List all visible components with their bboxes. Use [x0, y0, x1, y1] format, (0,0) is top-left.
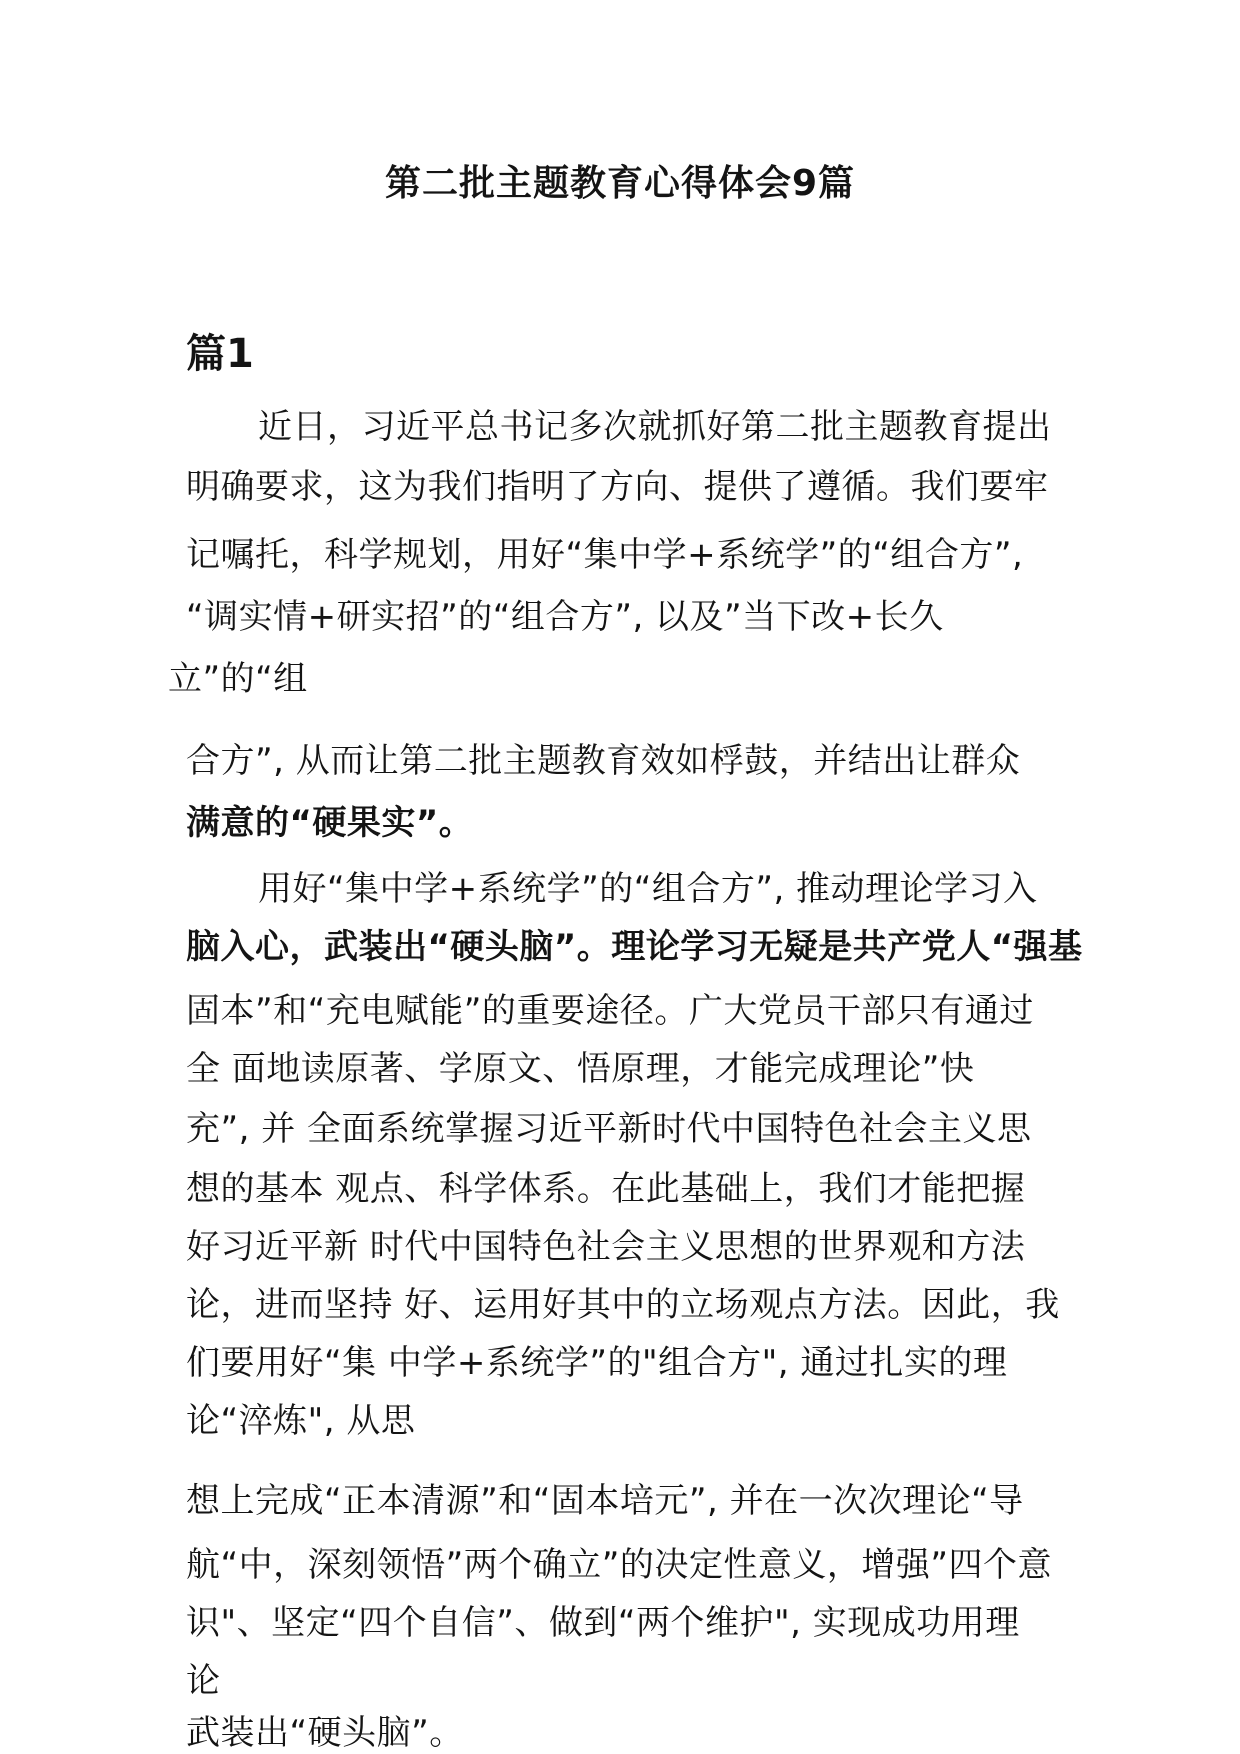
document-title: 第二批主题教育心得体会9篇 [384, 163, 856, 204]
paragraph-line: 固本”和“充电赋能”的重要途径。广大党员干部只有通过 [186, 991, 1034, 1031]
paragraph-line: 论“淬炼", 从思 [186, 1401, 416, 1441]
paragraph-line: 记嘱托，科学规划，用好“集中学+系统学”的“组合方”, [186, 535, 1024, 575]
paragraph-line: 好习近平新 时代中国特色社会主义思想的世界观和方法 [186, 1227, 1026, 1267]
paragraph-line: 们要用好“集 中学+系统学”的"组合方", 通过扎实的理 [186, 1343, 1008, 1383]
paragraph-line: 全 面地读原著、学原文、悟原理，才能完成理论”快 [186, 1049, 975, 1089]
paragraph-line: 论 [186, 1661, 221, 1701]
paragraph-line: 武装出“硬头脑”。 [186, 1713, 464, 1753]
paragraph-line: 近日，习近平总书记多次就抓好第二批主题教育提出 [258, 407, 1052, 447]
section-heading: 篇1 [186, 331, 254, 377]
paragraph-line: 想的基本 观点、科学体系。在此基础上，我们才能把握 [186, 1169, 1026, 1209]
paragraph-line: 合方”, 从而让第二批主题教育效如桴鼓，并结出让群众 [186, 741, 1021, 781]
paragraph-line: 识"、坚定“四个自信”、做到“两个维护", 实现成功用理 [186, 1603, 1020, 1643]
paragraph-line: 充”, 并 全面系统掌握习近平新时代中国特色社会主义思 [186, 1109, 1032, 1149]
paragraph-line: 明确要求，这为我们指明了方向、提供了遵循。我们要牢 [186, 467, 1049, 507]
paragraph-line: 满意的“硬果实”。 [186, 803, 474, 843]
paragraph-line: 脑入心，武装出“硬头脑”。理论学习无疑是共产党人“强基 [186, 927, 1083, 967]
paragraph-line: 用好“集中学+系统学”的“组合方”, 推动理论学习入 [258, 869, 1038, 909]
paragraph-line: 立”的“组 [168, 659, 308, 699]
paragraph-line: 航“中，深刻领悟”两个确立”的决定性意义，增强”四个意 [186, 1545, 1052, 1585]
paragraph-line: 论，进而坚持 好、运用好其中的立场观点方法。因此，我 [186, 1285, 1060, 1325]
paragraph-line: “调实情+研实招”的“组合方”, 以及”当下改+长久 [186, 597, 944, 637]
paragraph-line: 想上完成“正本清源”和“固本培元”, 并在一次次理论“导 [186, 1481, 1024, 1521]
